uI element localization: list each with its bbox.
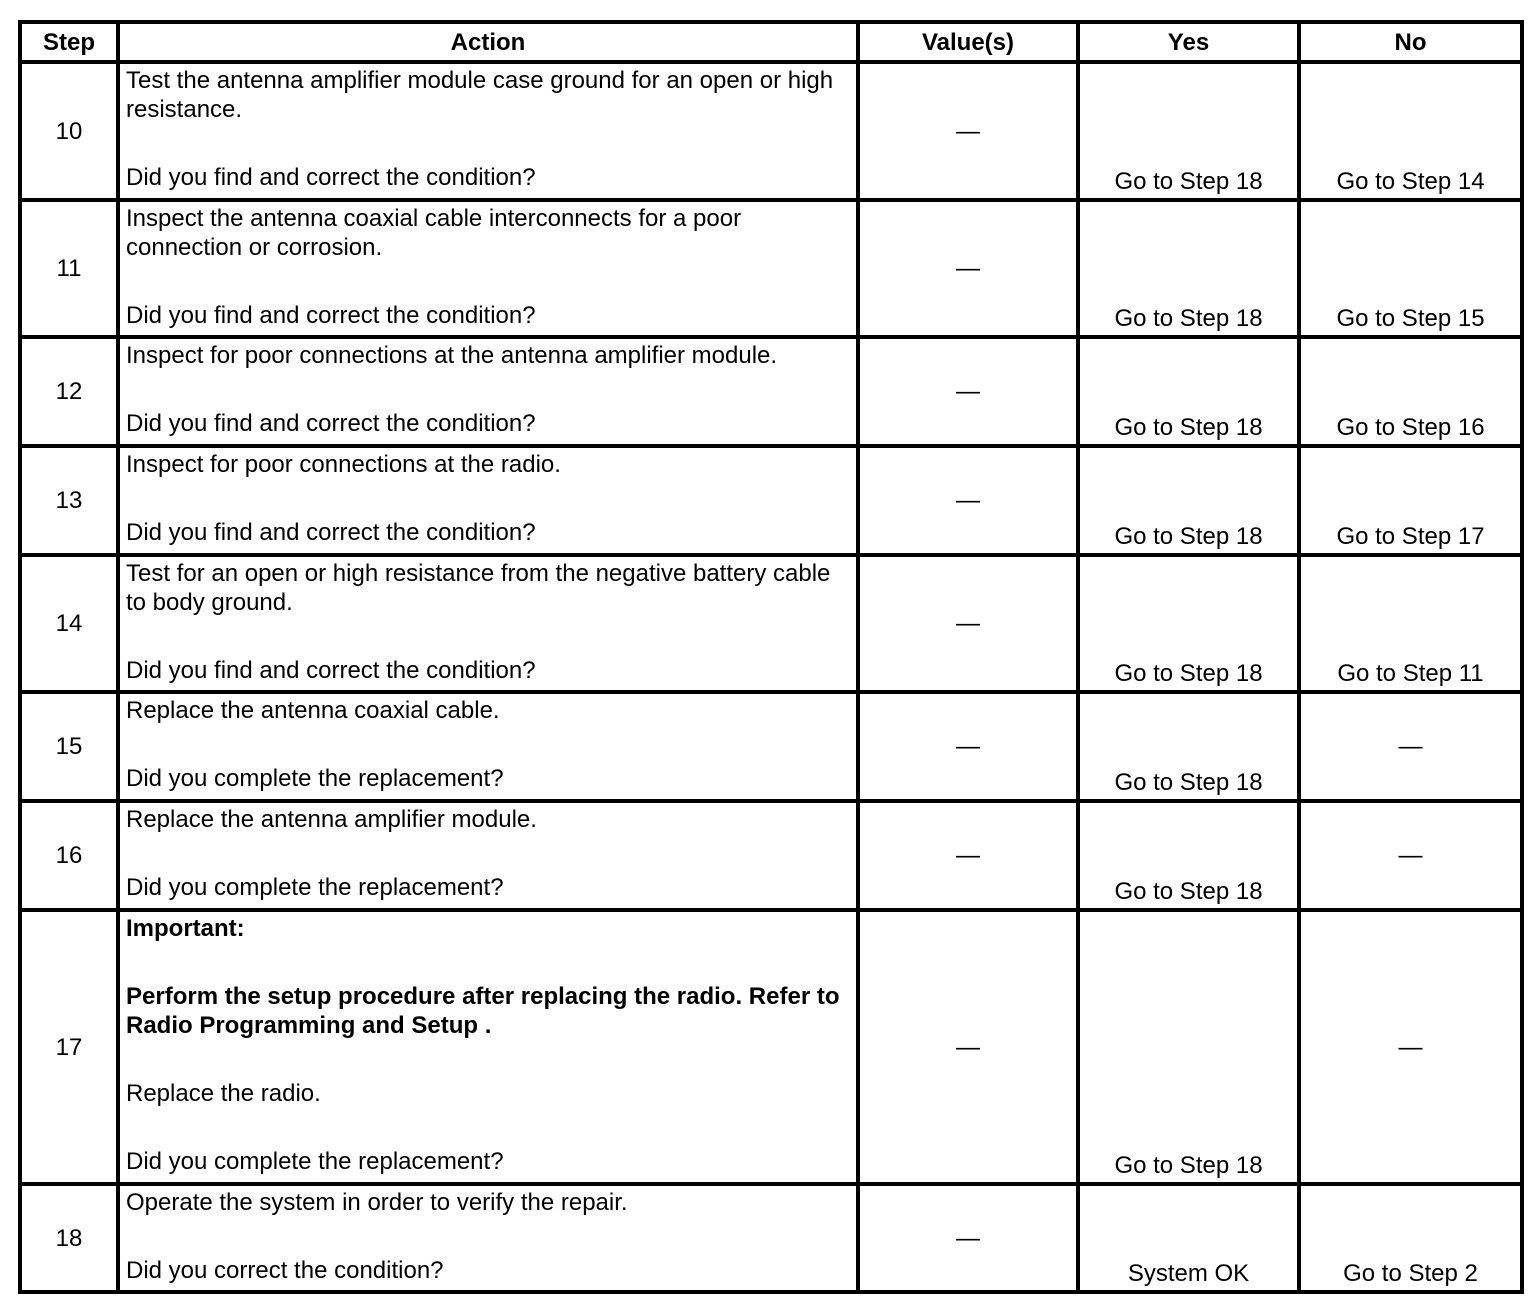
header-no: No bbox=[1299, 22, 1522, 62]
value-cell: — bbox=[858, 62, 1078, 200]
no-cell: Go to Step 17 bbox=[1299, 446, 1522, 555]
action-cell bbox=[118, 1184, 858, 1292]
table-row bbox=[20, 1184, 1522, 1292]
action-question: Did you complete the replacement? bbox=[126, 765, 504, 792]
important-label: Important: bbox=[126, 915, 245, 942]
table-row bbox=[20, 555, 1522, 692]
header-action: Action bbox=[118, 22, 858, 62]
no-cell: — bbox=[1299, 910, 1522, 1184]
action-cell bbox=[118, 555, 858, 692]
action-question: Did you find and correct the condition? bbox=[126, 164, 536, 191]
action-cell bbox=[118, 62, 858, 200]
value-cell: — bbox=[858, 910, 1078, 1184]
action-text: Test the antenna amplifier module case ground for an open or high resistance. bbox=[126, 67, 834, 123]
action-question: Did you find and correct the condition? bbox=[126, 657, 536, 684]
action-text: Inspect the antenna coaxial cable interconnects for a poor connection or corrosion. bbox=[126, 205, 742, 261]
action-cell bbox=[118, 446, 858, 555]
action-text: Inspect for poor connections at the radio. bbox=[126, 451, 561, 478]
action-cell bbox=[118, 692, 858, 801]
step-number: 10 bbox=[20, 62, 118, 200]
table-row bbox=[20, 62, 1522, 200]
action-text: Test for an open or high resistance from the negative battery cable to body ground. bbox=[126, 560, 831, 616]
action-question: Did you complete the replacement? bbox=[126, 1148, 504, 1175]
yes-cell: Go to Step 18 bbox=[1078, 62, 1299, 200]
step-number: 13 bbox=[20, 446, 118, 555]
header-row bbox=[20, 22, 1522, 62]
action-question: Did you find and correct the condition? bbox=[126, 410, 536, 437]
value-cell: — bbox=[858, 555, 1078, 692]
diagnostic-table bbox=[18, 20, 1524, 1294]
action-question: Did you complete the replacement? bbox=[126, 874, 504, 901]
action-text: Inspect for poor connections at the antenna amplifier module. bbox=[126, 342, 778, 369]
step-number: 16 bbox=[20, 801, 118, 910]
action-question: Did you find and correct the condition? bbox=[126, 519, 536, 546]
step-number: 18 bbox=[20, 1184, 118, 1292]
value-cell: — bbox=[858, 692, 1078, 801]
step-number: 11 bbox=[20, 200, 118, 337]
action-cell bbox=[118, 337, 858, 446]
table-row bbox=[20, 801, 1522, 910]
table-row bbox=[20, 910, 1522, 1184]
yes-cell: System OK bbox=[1078, 1184, 1299, 1292]
no-cell: Go to Step 15 bbox=[1299, 200, 1522, 337]
header-values: Value(s) bbox=[858, 22, 1078, 62]
value-cell: — bbox=[858, 337, 1078, 446]
step-number: 17 bbox=[20, 910, 118, 1184]
yes-cell: Go to Step 18 bbox=[1078, 446, 1299, 555]
action-text: Replace the radio. bbox=[126, 1080, 321, 1107]
table-row bbox=[20, 337, 1522, 446]
step-number: 14 bbox=[20, 555, 118, 692]
action-text: Operate the system in order to verify the repair. bbox=[126, 1189, 628, 1216]
value-cell: — bbox=[858, 200, 1078, 337]
header-step: Step bbox=[20, 22, 118, 62]
action-question: Did you find and correct the condition? bbox=[126, 302, 536, 329]
step-number: 12 bbox=[20, 337, 118, 446]
yes-cell: Go to Step 18 bbox=[1078, 801, 1299, 910]
header-yes: Yes bbox=[1078, 22, 1299, 62]
action-question: Did you correct the condition? bbox=[126, 1257, 444, 1284]
step-number: 15 bbox=[20, 692, 118, 801]
no-cell: Go to Step 16 bbox=[1299, 337, 1522, 446]
no-cell: Go to Step 14 bbox=[1299, 62, 1522, 200]
yes-cell: Go to Step 18 bbox=[1078, 200, 1299, 337]
yes-cell: Go to Step 18 bbox=[1078, 910, 1299, 1184]
table-row bbox=[20, 200, 1522, 337]
table-row bbox=[20, 446, 1522, 555]
action-cell bbox=[118, 801, 858, 910]
action-cell bbox=[118, 910, 858, 1184]
yes-cell: Go to Step 18 bbox=[1078, 555, 1299, 692]
value-cell: — bbox=[858, 1184, 1078, 1292]
no-cell: Go to Step 2 bbox=[1299, 1184, 1522, 1292]
action-text: Replace the antenna coaxial cable. bbox=[126, 697, 500, 724]
yes-cell: Go to Step 18 bbox=[1078, 337, 1299, 446]
table-row bbox=[20, 692, 1522, 801]
value-cell: — bbox=[858, 801, 1078, 910]
no-cell: Go to Step 11 bbox=[1299, 555, 1522, 692]
action-cell bbox=[118, 200, 858, 337]
no-cell: — bbox=[1299, 801, 1522, 910]
important-text: Perform the setup procedure after replacing the radio. Refer to Radio Programming and Setup . bbox=[126, 983, 840, 1039]
no-cell: — bbox=[1299, 692, 1522, 801]
value-cell: — bbox=[858, 446, 1078, 555]
yes-cell: Go to Step 18 bbox=[1078, 692, 1299, 801]
action-text: Replace the antenna amplifier module. bbox=[126, 806, 537, 833]
